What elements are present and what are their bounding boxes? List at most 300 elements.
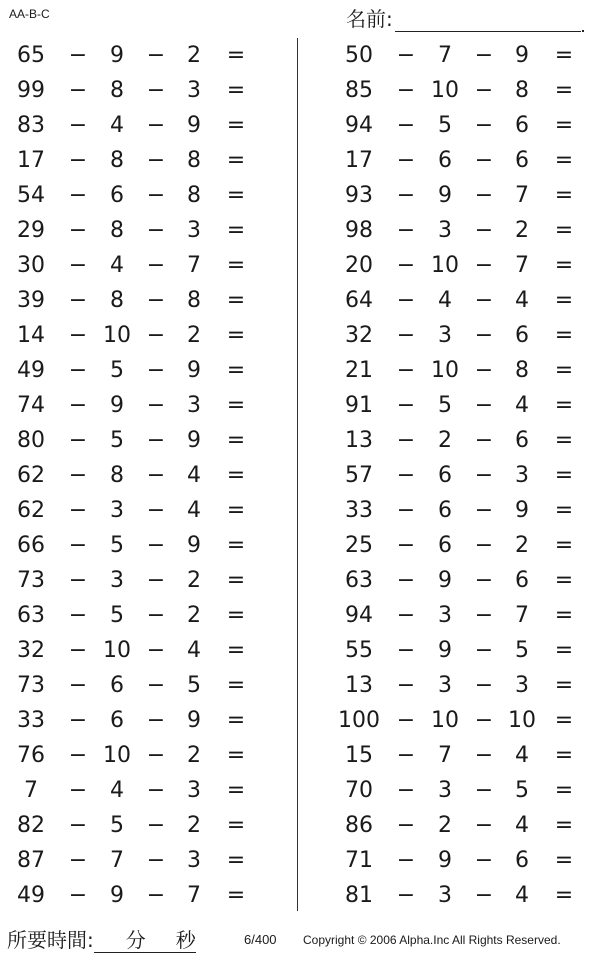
minus-sign: − xyxy=(474,218,494,243)
left-problem-row xyxy=(0,633,280,668)
left-problem-row xyxy=(0,458,280,493)
left-problem-row xyxy=(0,143,280,178)
third-number: 4 xyxy=(515,288,529,313)
equals-sign: = xyxy=(554,78,574,103)
right-problem-row xyxy=(328,563,600,598)
minus-sign: − xyxy=(146,883,166,908)
minus-sign: − xyxy=(146,743,166,768)
equals-sign: = xyxy=(554,183,574,208)
left-problem-row xyxy=(0,108,280,143)
minus-sign: − xyxy=(474,813,494,838)
third-number: 7 xyxy=(187,883,201,908)
minus-sign: − xyxy=(396,533,416,558)
seconds-blank[interactable] xyxy=(146,928,196,953)
second-number: 7 xyxy=(438,43,452,68)
second-number: 4 xyxy=(438,288,452,313)
first-number: 100 xyxy=(338,708,380,733)
third-number: 6 xyxy=(515,428,529,453)
minus-sign: − xyxy=(68,883,88,908)
third-number: 9 xyxy=(515,43,529,68)
third-number: 9 xyxy=(515,498,529,523)
first-number: 57 xyxy=(345,463,373,488)
left-problem-row xyxy=(0,73,280,108)
equals-sign: = xyxy=(554,568,574,593)
minus-sign: − xyxy=(396,43,416,68)
equals-sign: = xyxy=(554,498,574,523)
first-number: 73 xyxy=(17,568,45,593)
second-number: 10 xyxy=(431,253,459,278)
right-problem-row xyxy=(328,353,600,388)
minus-sign: − xyxy=(68,358,88,383)
minus-sign: − xyxy=(68,253,88,278)
first-number: 14 xyxy=(17,323,45,348)
minus-sign: − xyxy=(474,498,494,523)
second-number: 3 xyxy=(438,603,452,628)
first-number: 91 xyxy=(345,393,373,418)
seconds-label: 秒 xyxy=(175,928,196,952)
equals-sign: = xyxy=(554,883,574,908)
minus-sign: − xyxy=(396,463,416,488)
minus-sign: − xyxy=(474,463,494,488)
first-number: 32 xyxy=(345,323,373,348)
left-problem-row xyxy=(0,493,280,528)
third-number: 2 xyxy=(515,533,529,558)
third-number: 7 xyxy=(187,253,201,278)
second-number: 6 xyxy=(110,183,124,208)
minus-sign: − xyxy=(146,673,166,698)
third-number: 8 xyxy=(187,183,201,208)
left-problem-row xyxy=(0,563,280,598)
third-number: 4 xyxy=(515,743,529,768)
equals-sign: = xyxy=(554,148,574,173)
left-problem-row xyxy=(0,388,280,423)
equals-sign: = xyxy=(554,603,574,628)
minus-sign: − xyxy=(396,778,416,803)
second-number: 10 xyxy=(103,638,131,663)
first-number: 15 xyxy=(345,743,373,768)
minus-sign: − xyxy=(146,78,166,103)
minus-sign: − xyxy=(474,253,494,278)
minus-sign: − xyxy=(396,638,416,663)
equals-sign: = xyxy=(226,813,246,838)
minus-sign: − xyxy=(68,638,88,663)
minus-sign: − xyxy=(68,568,88,593)
right-problem-row xyxy=(328,213,600,248)
minus-sign: − xyxy=(474,288,494,313)
minus-sign: − xyxy=(146,323,166,348)
third-number: 2 xyxy=(187,323,201,348)
left-problem-row xyxy=(0,668,280,703)
equals-sign: = xyxy=(554,533,574,558)
second-number: 10 xyxy=(431,78,459,103)
second-number: 5 xyxy=(110,813,124,838)
second-number: 3 xyxy=(110,498,124,523)
minus-sign: − xyxy=(396,428,416,453)
third-number: 7 xyxy=(515,253,529,278)
first-number: 66 xyxy=(17,533,45,558)
third-number: 8 xyxy=(187,148,201,173)
time-taken-label: 所要時間: xyxy=(7,928,94,952)
first-number: 32 xyxy=(17,638,45,663)
minus-sign: − xyxy=(474,568,494,593)
equals-sign: = xyxy=(554,358,574,383)
minus-sign: − xyxy=(146,463,166,488)
right-problem-row xyxy=(328,703,600,738)
third-number: 3 xyxy=(187,848,201,873)
third-number: 3 xyxy=(187,218,201,243)
second-number: 2 xyxy=(438,428,452,453)
page-number: 6/400 xyxy=(244,932,277,947)
first-number: 63 xyxy=(345,568,373,593)
third-number: 3 xyxy=(187,778,201,803)
minus-sign: − xyxy=(146,393,166,418)
right-problem-row xyxy=(328,318,600,353)
minus-sign: − xyxy=(68,113,88,138)
minus-sign: − xyxy=(396,743,416,768)
first-number: 21 xyxy=(345,358,373,383)
minus-sign: − xyxy=(474,603,494,628)
minus-sign: − xyxy=(474,323,494,348)
minus-sign: − xyxy=(474,778,494,803)
minus-sign: − xyxy=(474,43,494,68)
right-problem-row xyxy=(328,878,600,913)
second-number: 9 xyxy=(110,883,124,908)
second-number: 8 xyxy=(110,463,124,488)
third-number: 8 xyxy=(515,78,529,103)
third-number: 3 xyxy=(187,78,201,103)
equals-sign: = xyxy=(226,708,246,733)
minus-sign: − xyxy=(396,848,416,873)
minus-sign: − xyxy=(396,148,416,173)
minus-sign: − xyxy=(146,778,166,803)
right-problem-row xyxy=(328,738,600,773)
minus-sign: − xyxy=(396,113,416,138)
equals-sign: = xyxy=(554,778,574,803)
equals-sign: = xyxy=(554,638,574,663)
second-number: 5 xyxy=(110,603,124,628)
minus-sign: − xyxy=(396,323,416,348)
third-number: 10 xyxy=(508,708,536,733)
equals-sign: = xyxy=(554,813,574,838)
third-number: 9 xyxy=(187,428,201,453)
equals-sign: = xyxy=(226,743,246,768)
equals-sign: = xyxy=(554,253,574,278)
minus-sign: − xyxy=(396,183,416,208)
minus-sign: − xyxy=(68,463,88,488)
third-number: 4 xyxy=(187,638,201,663)
equals-sign: = xyxy=(554,288,574,313)
second-number: 3 xyxy=(438,883,452,908)
minus-sign: − xyxy=(146,183,166,208)
equals-sign: = xyxy=(554,323,574,348)
first-number: 25 xyxy=(345,533,373,558)
third-number: 9 xyxy=(187,358,201,383)
left-problem-row xyxy=(0,528,280,563)
first-number: 33 xyxy=(345,498,373,523)
equals-sign: = xyxy=(226,498,246,523)
right-problem-row xyxy=(328,73,600,108)
equals-sign: = xyxy=(226,638,246,663)
minus-sign: − xyxy=(146,568,166,593)
second-number: 7 xyxy=(438,743,452,768)
left-problem-row xyxy=(0,353,280,388)
third-number: 5 xyxy=(187,673,201,698)
second-number: 3 xyxy=(438,778,452,803)
second-number: 9 xyxy=(438,183,452,208)
right-problem-row xyxy=(328,633,600,668)
first-number: 94 xyxy=(345,113,373,138)
left-problem-row xyxy=(0,738,280,773)
minus-sign: − xyxy=(68,533,88,558)
name-label: 名前: xyxy=(346,7,393,31)
right-problem-row xyxy=(328,528,600,563)
minus-sign: − xyxy=(146,638,166,663)
minus-sign: − xyxy=(396,568,416,593)
first-number: 50 xyxy=(345,43,373,68)
second-number: 8 xyxy=(110,218,124,243)
first-number: 74 xyxy=(17,393,45,418)
equals-sign: = xyxy=(226,778,246,803)
time-taken-field xyxy=(7,924,196,953)
right-problem-row xyxy=(328,108,600,143)
first-number: 17 xyxy=(345,148,373,173)
right-problem-row xyxy=(328,423,600,458)
minus-sign: − xyxy=(474,883,494,908)
third-number: 4 xyxy=(515,813,529,838)
third-number: 2 xyxy=(187,568,201,593)
first-number: 94 xyxy=(345,603,373,628)
left-problem-row xyxy=(0,703,280,738)
first-number: 98 xyxy=(345,218,373,243)
minus-sign: − xyxy=(68,428,88,453)
equals-sign: = xyxy=(226,218,246,243)
second-number: 5 xyxy=(110,533,124,558)
right-problem-row xyxy=(328,493,600,528)
equals-sign: = xyxy=(226,43,246,68)
first-number: 54 xyxy=(17,183,45,208)
right-problem-row xyxy=(328,668,600,703)
minus-sign: − xyxy=(146,43,166,68)
equals-sign: = xyxy=(226,323,246,348)
second-number: 8 xyxy=(110,288,124,313)
equals-sign: = xyxy=(226,288,246,313)
minus-sign: − xyxy=(396,498,416,523)
first-number: 55 xyxy=(345,638,373,663)
minus-sign: − xyxy=(396,708,416,733)
left-problem-row xyxy=(0,248,280,283)
third-number: 2 xyxy=(187,43,201,68)
third-number: 6 xyxy=(515,323,529,348)
third-number: 8 xyxy=(187,288,201,313)
minus-sign: − xyxy=(474,113,494,138)
first-number: 20 xyxy=(345,253,373,278)
minus-sign: − xyxy=(474,148,494,173)
equals-sign: = xyxy=(226,253,246,278)
right-problem-row xyxy=(328,773,600,808)
minus-sign: − xyxy=(68,603,88,628)
minus-sign: − xyxy=(146,848,166,873)
minus-sign: − xyxy=(474,183,494,208)
second-number: 4 xyxy=(110,113,124,138)
minus-sign: − xyxy=(396,603,416,628)
second-number: 4 xyxy=(110,778,124,803)
minus-sign: − xyxy=(146,603,166,628)
minus-sign: − xyxy=(68,778,88,803)
minus-sign: − xyxy=(68,848,88,873)
third-number: 2 xyxy=(187,743,201,768)
third-number: 6 xyxy=(515,848,529,873)
third-number: 2 xyxy=(515,218,529,243)
second-number: 3 xyxy=(438,218,452,243)
third-number: 5 xyxy=(515,778,529,803)
left-problem-row xyxy=(0,773,280,808)
minus-sign: − xyxy=(146,148,166,173)
first-number: 93 xyxy=(345,183,373,208)
second-number: 6 xyxy=(438,498,452,523)
second-number: 5 xyxy=(438,393,452,418)
minus-sign: − xyxy=(68,813,88,838)
third-number: 2 xyxy=(187,813,201,838)
equals-sign: = xyxy=(226,148,246,173)
second-number: 10 xyxy=(431,708,459,733)
first-number: 99 xyxy=(17,78,45,103)
third-number: 3 xyxy=(515,463,529,488)
minus-sign: − xyxy=(396,218,416,243)
minus-sign: − xyxy=(396,673,416,698)
equals-sign: = xyxy=(226,883,246,908)
right-problem-row xyxy=(328,808,600,843)
right-problem-row xyxy=(328,843,600,878)
minus-sign: − xyxy=(396,288,416,313)
first-number: 62 xyxy=(17,463,45,488)
second-number: 3 xyxy=(438,323,452,348)
third-number: 4 xyxy=(515,393,529,418)
second-number: 8 xyxy=(110,78,124,103)
name-blank[interactable] xyxy=(395,11,581,32)
equals-sign: = xyxy=(554,218,574,243)
left-problem-row xyxy=(0,213,280,248)
minus-sign: − xyxy=(68,288,88,313)
third-number: 4 xyxy=(515,883,529,908)
second-number: 3 xyxy=(110,568,124,593)
first-number: 29 xyxy=(17,218,45,243)
equals-sign: = xyxy=(226,848,246,873)
first-number: 17 xyxy=(17,148,45,173)
first-number: 70 xyxy=(345,778,373,803)
right-problem-row xyxy=(328,38,600,73)
left-problem-row xyxy=(0,843,280,878)
third-number: 4 xyxy=(187,463,201,488)
worksheet-code: AA-B-C xyxy=(9,7,50,21)
first-number: 82 xyxy=(17,813,45,838)
first-number: 62 xyxy=(17,498,45,523)
minus-sign: − xyxy=(146,218,166,243)
equals-sign: = xyxy=(226,673,246,698)
minus-sign: − xyxy=(474,708,494,733)
second-number: 9 xyxy=(438,568,452,593)
left-problem-row xyxy=(0,178,280,213)
equals-sign: = xyxy=(226,393,246,418)
equals-sign: = xyxy=(226,428,246,453)
equals-sign: = xyxy=(226,78,246,103)
equals-sign: = xyxy=(554,393,574,418)
third-number: 3 xyxy=(187,393,201,418)
minus-sign: − xyxy=(68,708,88,733)
second-number: 6 xyxy=(110,708,124,733)
third-number: 9 xyxy=(187,113,201,138)
minus-sign: − xyxy=(68,498,88,523)
left-problem-row xyxy=(0,423,280,458)
second-number: 6 xyxy=(438,533,452,558)
second-number: 7 xyxy=(110,848,124,873)
third-number: 9 xyxy=(187,708,201,733)
first-number: 76 xyxy=(17,743,45,768)
minus-sign: − xyxy=(146,498,166,523)
minutes-blank[interactable] xyxy=(94,928,146,953)
third-number: 6 xyxy=(515,113,529,138)
second-number: 3 xyxy=(438,673,452,698)
third-number: 8 xyxy=(515,358,529,383)
minus-sign: − xyxy=(146,428,166,453)
third-number: 4 xyxy=(187,498,201,523)
first-number: 49 xyxy=(17,883,45,908)
first-number: 30 xyxy=(17,253,45,278)
second-number: 6 xyxy=(110,673,124,698)
copyright-notice: Copyright © 2006 Alpha.Inc All Rights Reserved. xyxy=(303,933,561,947)
left-problem-row xyxy=(0,38,280,73)
minus-sign: − xyxy=(68,218,88,243)
first-number: 85 xyxy=(345,78,373,103)
right-problem-row xyxy=(328,143,600,178)
right-problem-row xyxy=(328,283,600,318)
second-number: 5 xyxy=(110,358,124,383)
second-number: 10 xyxy=(431,358,459,383)
second-number: 9 xyxy=(110,393,124,418)
equals-sign: = xyxy=(554,43,574,68)
minus-sign: − xyxy=(68,743,88,768)
first-number: 86 xyxy=(345,813,373,838)
minus-sign: − xyxy=(396,78,416,103)
minus-sign: − xyxy=(474,673,494,698)
second-number: 5 xyxy=(438,113,452,138)
equals-sign: = xyxy=(554,708,574,733)
minus-sign: − xyxy=(146,813,166,838)
equals-sign: = xyxy=(554,428,574,453)
third-number: 3 xyxy=(515,673,529,698)
minus-sign: − xyxy=(68,393,88,418)
left-problem-row xyxy=(0,808,280,843)
third-number: 7 xyxy=(515,603,529,628)
minus-sign: − xyxy=(68,183,88,208)
first-number: 13 xyxy=(345,673,373,698)
minus-sign: − xyxy=(396,883,416,908)
left-problem-row xyxy=(0,598,280,633)
minus-sign: − xyxy=(474,848,494,873)
second-number: 10 xyxy=(103,323,131,348)
right-problem-row xyxy=(328,178,600,213)
third-number: 5 xyxy=(515,638,529,663)
second-number: 10 xyxy=(103,743,131,768)
right-problem-row xyxy=(328,388,600,423)
minutes-label: 分 xyxy=(125,928,146,952)
first-number: 7 xyxy=(24,778,38,803)
minus-sign: − xyxy=(68,323,88,348)
second-number: 4 xyxy=(110,253,124,278)
second-number: 9 xyxy=(438,848,452,873)
minus-sign: − xyxy=(146,358,166,383)
equals-sign: = xyxy=(554,673,574,698)
equals-sign: = xyxy=(554,848,574,873)
